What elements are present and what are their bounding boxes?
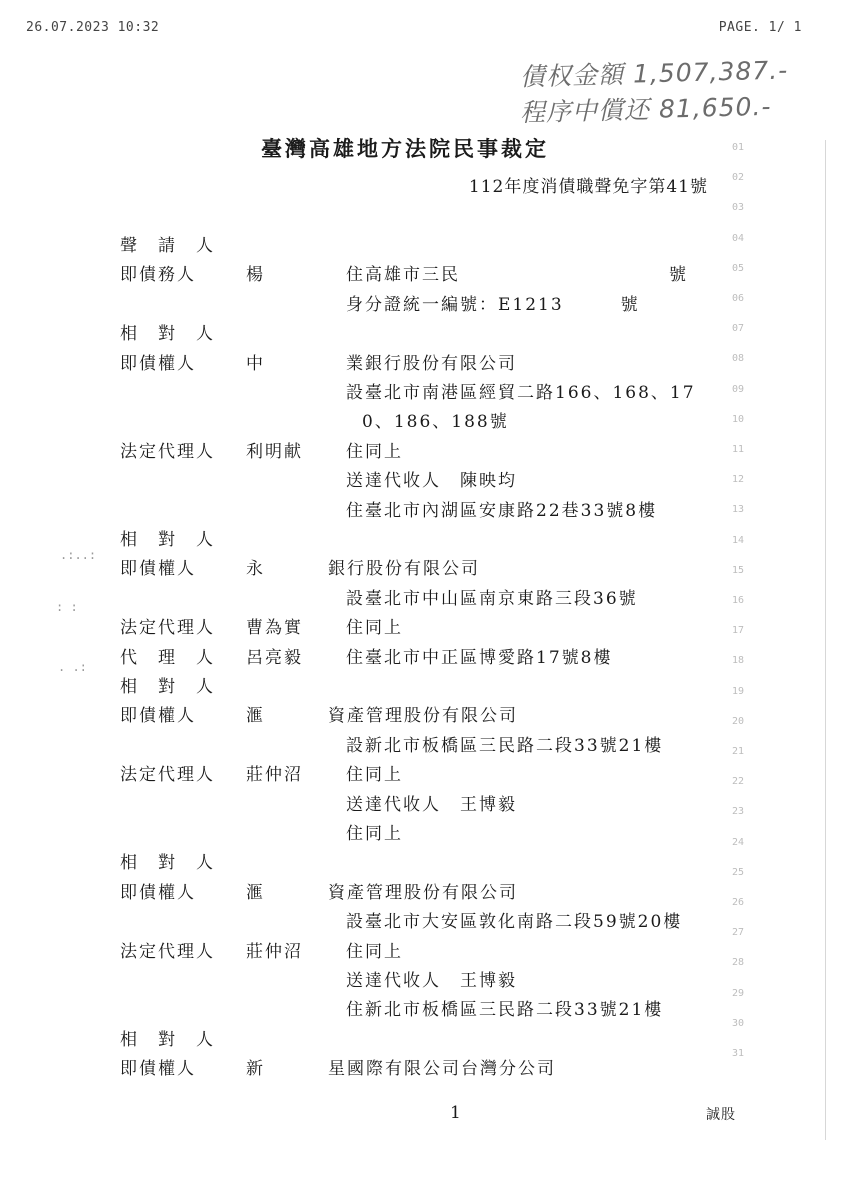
party-role-label: 法定代理人 [120,441,215,462]
line-number: 10 [732,413,745,425]
party-role-label: 法定代理人 [120,618,215,639]
party-detail: 設新北市板橋區三民路二段33號21樓 [346,735,664,756]
page-number: 1 [450,1103,461,1123]
party-detail: 住新北市板橋區三民路二段33號21樓 [346,1000,664,1021]
line-number: 17 [732,625,745,637]
party-role-label: 即債權人 [120,882,196,903]
party-role-label: 相 對 人 [120,853,215,874]
line-number: 21 [732,746,745,757]
line-number: 02 [732,172,745,184]
line-number: 08 [732,353,745,365]
party-detail: 住臺北市中正區博愛路17號8樓 [346,647,613,668]
line-number: 18 [732,655,745,667]
party-detail: 業銀行股份有限公司 [346,353,517,374]
party-role-label: 法定代理人 [120,941,215,962]
party-role-label: 相 對 人 [120,530,215,550]
line-number: 14 [732,534,745,546]
party-name: 利明献 [246,441,303,462]
document-title: 臺灣高雄地方法院民事裁定 [261,136,549,161]
party-role-label: 即債權人 [120,706,196,727]
party-detail: 住臺北市內湖區安康路22巷33號8樓 [346,500,658,521]
line-number: 15 [732,564,745,576]
line-number: 30 [732,1017,745,1029]
party-detail: 設臺北市中山區南京東路三段36號 [346,588,638,609]
line-number: 04 [732,232,745,244]
party-detail: 設臺北市南港區經貿二路166、168、17 [346,383,696,403]
line-number: 03 [732,202,745,214]
line-number: 01 [732,142,745,153]
party-role-label: 相 對 人 [120,677,215,697]
party-detail: 住同上 [346,765,403,786]
party-name: 呂亮毅 [246,647,303,668]
party-detail: 資產管理股份有限公司 [328,706,518,727]
scan-noise: .:..: [60,548,97,562]
court-unit: 誠股 [706,1107,736,1123]
party-role-label: 即債權人 [120,353,196,374]
line-number: 06 [732,293,745,304]
party-detail: 身分證統一編號：E1213 號 [346,294,640,315]
party-detail: 送達代收人 陳映均 [346,471,517,492]
fax-page-indicator: PAGE. 1/ 1 [718,20,802,35]
line-number: 31 [732,1048,745,1059]
line-number: 09 [732,383,745,395]
scan-noise: . .: [58,660,87,674]
party-detail: 住同上 [346,941,403,962]
party-role-label: 法定代理人 [120,765,215,786]
party-detail: 住同上 [346,824,403,844]
party-name: 新 [246,1059,265,1080]
line-number: 16 [732,595,745,606]
scan-noise: : : [56,600,78,614]
party-detail: 住高雄市三民 號 [346,265,688,286]
party-role-label: 相 對 人 [120,1029,215,1050]
party-role-label: 即債權人 [120,1059,196,1080]
line-number: 28 [732,957,745,969]
party-name: 莊仲沼 [246,941,303,962]
handwritten-claim-amount: 債权金額 1,507,387.- [519,55,789,92]
line-number: 11 [732,444,745,455]
line-number: 24 [732,836,745,848]
party-role-label: 即債務人 [120,265,196,286]
party-role-label: 代 理 人 [120,647,215,668]
party-name: 中 [246,353,265,374]
party-detail: 設臺北市大安區敦化南路二段59號20樓 [346,912,683,933]
party-detail: 資產管理股份有限公司 [328,882,518,903]
party-detail: 送達代收人 王博毅 [346,971,517,991]
line-number: 05 [732,262,745,274]
party-detail: 銀行股份有限公司 [328,559,480,580]
line-number: 27 [732,927,745,939]
line-number: 13 [732,504,745,516]
party-name: 永 [246,559,265,580]
party-detail: 住同上 [346,441,403,462]
party-detail: 住同上 [346,618,403,639]
party-name: 楊 [246,265,265,286]
party-name: 滙 [246,882,265,903]
case-number: 112年度消債職聲免字第41號 [468,177,708,197]
party-role-label: 相 對 人 [120,324,215,345]
party-detail: 0、186、188號 [362,412,509,433]
line-number: 07 [732,323,745,335]
line-number: 29 [732,987,745,999]
party-name: 莊仲沼 [246,765,303,786]
handwritten-repaid-amount: 程序中償还 81,650.- [519,91,772,128]
party-detail: 星國際有限公司台灣分公司 [328,1059,556,1080]
line-number: 22 [732,776,745,788]
line-number: 26 [732,897,745,908]
party-detail: 送達代收人 王博毅 [346,794,517,815]
party-role-label: 聲 請 人 [120,236,215,256]
party-role-label: 即債權人 [120,559,196,580]
line-number: 12 [732,474,745,486]
margin-rule [825,140,826,1140]
line-number: 23 [732,806,745,818]
line-number: 19 [732,685,745,697]
line-number: 25 [732,866,745,878]
party-name: 滙 [246,706,265,727]
line-number: 20 [732,715,745,727]
fax-timestamp: 26.07.2023 10:32 [26,20,160,35]
party-name: 曹為實 [246,618,303,639]
